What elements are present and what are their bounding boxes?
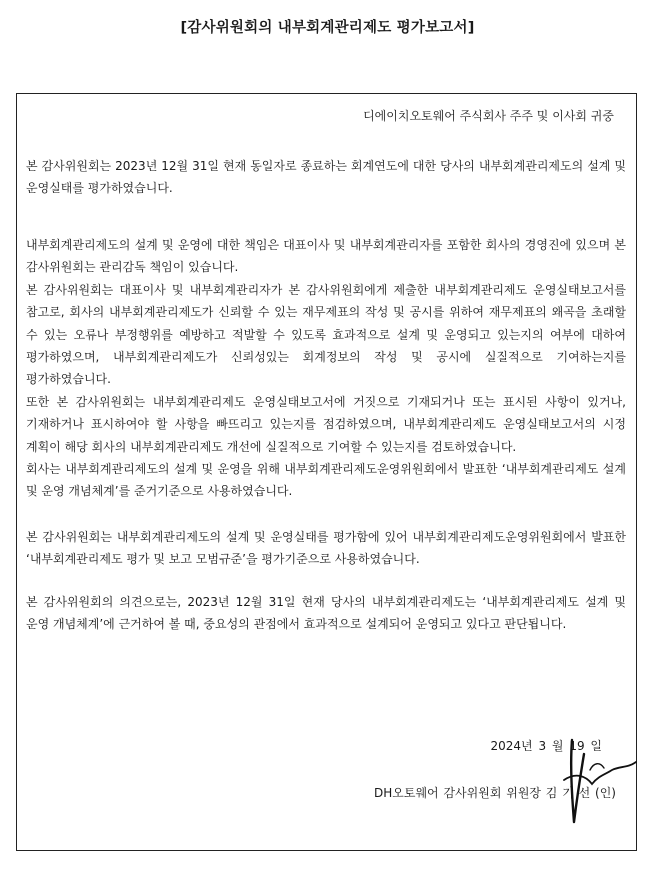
paragraph-text: 본 감사위원회는 대표이사 및 내부회계관리자가 본 감사위원회에게 제출한 내부회계관리제도 운영실태보고서를 참고로, 회사의 내부회계관리제도가 신뢰할 수 있는 재무제표의 작성 및 공시를 위하여 재무제표의 왜곡을 초래할 수 있는 오류나 부정행위를 예방하고 적발할 수 있도록 효과적으로 설계 및 운영되고 있는지의 여부에 대하여 평가하였으며, 내부회계관리제도가 신뢰성있는 회계정보의 작성 및 공시에 실질적으로 기여하는지를 평가하였습니다. [26, 282, 626, 387]
paragraph-text: 본 감사위원회는 내부회계관리제도의 설계 및 운영실태를 평가함에 있어 내부회계관리제도운영위원회에서 발표한 ‘내부회계관리제도 평가 및 보고 모범규준’을 평가기준으로 사용하였습니다. [26, 530, 626, 567]
report-title: [감사위원회의 내부회계관리제도 평가보고서] [180, 20, 475, 36]
paragraph-text: 회사는 내부회계관리제도의 설계 및 운영을 위해 내부회계관리제도운영위원회에서 발표한 ‘내부회계관리제도 설계 및 운영 개념체계’를 준거기준으로 사용하였습니다. [26, 462, 626, 499]
paragraph-scope [26, 155, 626, 200]
paragraph-text: 본 감사위원회는 2023년 12월 31일 현재 동일자로 종료하는 회계연도에 대한 당사의 내부회계관리제도의 설계 및 운영실태를 평가하였습니다. [26, 159, 626, 196]
paragraph-opinion [26, 591, 626, 636]
paragraph-criteria [26, 526, 626, 571]
addressee: 디에이치오토웨어 주식회사 주주 및 이사회 귀중 [363, 109, 614, 123]
signatory-line: DH오토웨어 감사위원회 위원장 김 기 선 (인) [374, 786, 616, 800]
report-date: 2024년 3 월 19 일 [490, 739, 602, 753]
paragraph-text: 내부회계관리제도의 설계 및 운영에 대한 책임은 대표이사 및 내부회계관리자를 포함한 회사의 경영진에 있으며 본 감사위원회는 관리감독 책임이 있습니다. [26, 238, 626, 275]
paragraph-text: 또한 본 감사위원회는 내부회계관리제도 운영실태보고서에 거짓으로 기재되거나 또는 표시된 사항이 있거나, 기재하거나 표시하여야 할 사항을 빠뜨리고 있는지를 점검하였으며, 내부회계관리제도 운영실태보고서의 시정 계획이 해당 회사의 내부회계관리제도 개선에 실질적으로 기여할 수 있는지를 검토하였습니다. [26, 394, 626, 454]
report-frame [16, 93, 637, 851]
handwritten-signature [550, 726, 650, 836]
paragraph-text: 본 감사위원회의 의견으로는, 2023년 12월 31일 현재 당사의 내부회계관리제도는 ‘내부회계관리제도 설계 및 운영 개념체계’에 근거하여 볼 때, 중요성의 관점에서 효과적으로 설계되어 운영되고 있다고 판단됩니다. [26, 595, 626, 632]
paragraph-responsibility [26, 234, 626, 503]
